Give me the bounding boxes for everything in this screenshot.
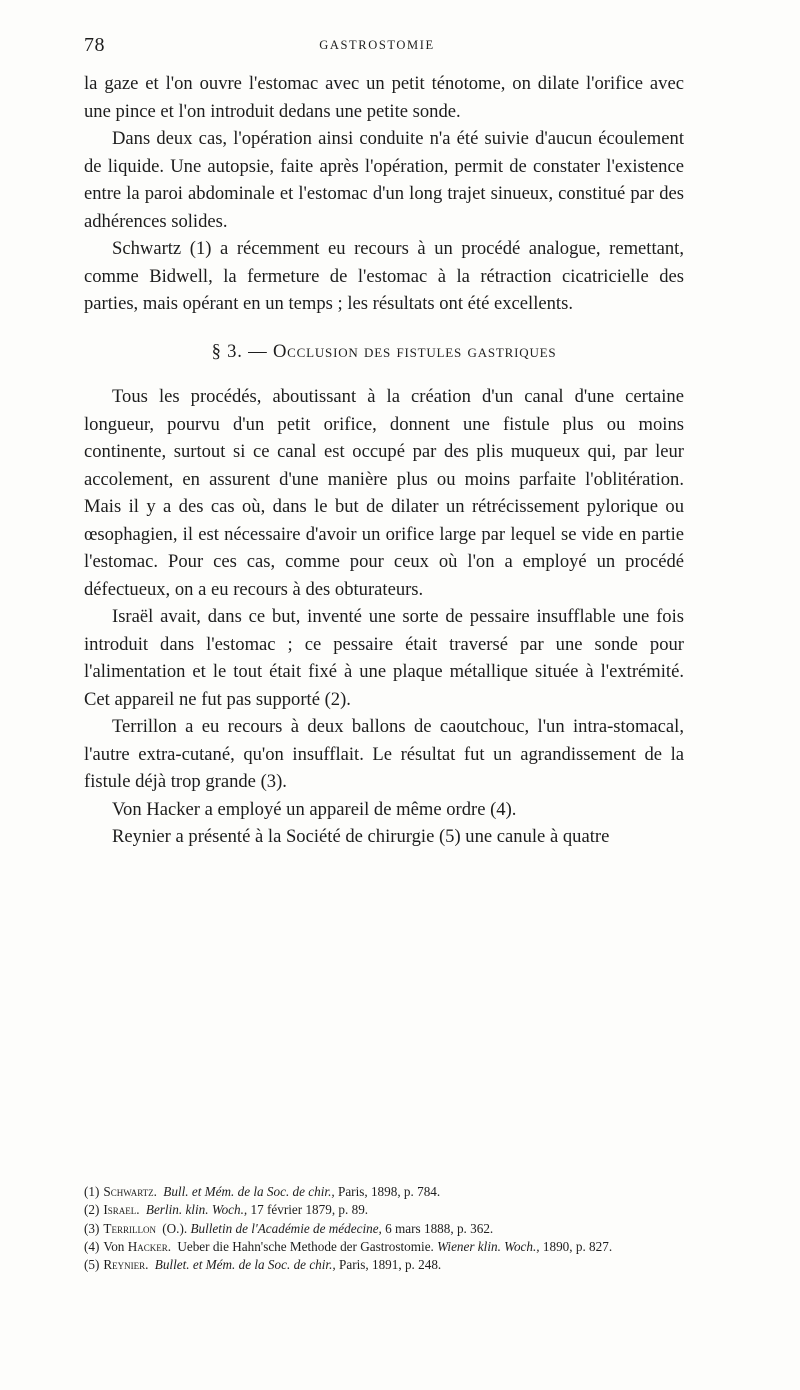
footnote-detail: 17 février 1879, p. 89. xyxy=(250,1202,369,1218)
footnote-plain: (O.). xyxy=(162,1220,188,1236)
section-title: Occlusion des fistules gastriques xyxy=(272,340,557,362)
running-title: GASTROSTOMIE xyxy=(319,38,435,52)
footnote-detail: Paris, 1898, p. 784. xyxy=(337,1184,441,1199)
footnote-plain: Ueber die Hahn'sche Methode der Gastrostomie. xyxy=(177,1238,434,1254)
footnote-number: (4) xyxy=(84,1238,100,1254)
footnote xyxy=(84,1220,684,1238)
footnote-author: Schwartz. xyxy=(103,1184,157,1199)
footnote-reference: Berlin. klin. Woch., xyxy=(145,1202,248,1218)
footnote-reference: Bullet. et Mém. de la Soc. de chir., xyxy=(154,1257,336,1273)
section-number: § 3. — xyxy=(211,340,268,362)
footnotes xyxy=(84,1183,684,1274)
paragraph: Terrillon a eu recours à deux ballons de caoutchouc, l'un intra-stomacal, l'autre extra-cutané, qu'on insufflait. Le résultat fut un agrandissement de la fistule déjà trop grande (3). xyxy=(84,716,684,792)
paragraph: Dans deux cas, l'opération ainsi conduite n'a été suivie d'aucun écoulement de liquide. Une autopsie, faite après l'opération, permit de constater l'existence entre la paroi abdominale et l'estomac d'un long trajet sinueux, constitué par des adhérences solides. xyxy=(84,128,684,232)
footnote-detail: 6 mars 1888, p. 362. xyxy=(385,1220,494,1236)
footnote-number: (2) xyxy=(84,1202,100,1218)
footnote-detail: 1890, p. 827. xyxy=(542,1238,613,1254)
footnote-author: Terrillon xyxy=(103,1220,156,1236)
footnote-number: (1) xyxy=(84,1184,100,1199)
footnote xyxy=(84,1183,684,1201)
footnote-number: (3) xyxy=(84,1220,100,1236)
section-heading xyxy=(84,338,684,366)
running-head xyxy=(84,34,670,56)
paragraph: Israël avait, dans ce but, inventé une sorte de pessaire insufflable une fois introduit dans l'estomac ; ce pessaire était traversé par une sonde pour l'alimentation et le tout était fixé à une plaque métallique située à l'extrémité. Cet appareil ne fut pas supporté (2). xyxy=(84,606,684,710)
footnote xyxy=(84,1256,684,1274)
footnote-reference: Wiener klin. Woch., xyxy=(437,1238,540,1254)
footnote-plain-prefix: Von xyxy=(103,1238,125,1254)
paragraph: Schwartz (1) a récemment eu recours à un procédé analogue, remettant, comme Bidwell, la fermeture de l'estomac à la rétraction cicatricielle des parties, mais opérant en un temps ; les résultats ont été excellents. xyxy=(84,238,684,314)
footnote-reference: Bull. et Mém. de la Soc. de chir., xyxy=(163,1184,335,1199)
footnote xyxy=(84,1238,684,1256)
footnote xyxy=(84,1201,684,1219)
body-text xyxy=(84,70,684,851)
paragraph: Reynier a présenté à la Société de chirurgie (5) une canule à quatre xyxy=(112,826,610,847)
footnote-author: Israel. xyxy=(103,1202,140,1218)
footnote-detail: Paris, 1891, p. 248. xyxy=(339,1257,442,1273)
paragraph: Von Hacker a employé un appareil de même ordre (4). xyxy=(112,798,517,820)
footnote-author: Hacker. xyxy=(127,1238,172,1254)
page-number: 78 xyxy=(84,34,105,56)
footnote-author: Reynier. xyxy=(103,1257,149,1273)
paragraph: la gaze et l'on ouvre l'estomac avec un petit ténotome, on dilate l'orifice avec une pince et l'on introduit dedans une petite sonde. xyxy=(84,73,684,122)
footnote-reference: Bulletin de l'Académie de médecine, xyxy=(190,1220,382,1236)
paragraph: Tous les procédés, aboutissant à la création d'un canal d'une certaine longueur, pourvu d'un petit orifice, donnent une fistule plus ou moins continente, surtout si ce canal est occupé par des plis muqueux qui, par leur accolement, en assurent d'une manière plus ou moins parfaite l'oblitération. Mais il y a des cas où, dans le but de dilater un rétrécissement pylorique ou œsophagien, il est nécessaire d'avoir un orifice large par lequel se vide en partie l'estomac. Pour ces cas, comme pour ceux où l'on a employé un procédé défectueux, on a eu recours à des obturateurs. xyxy=(84,386,684,600)
footnote-number: (5) xyxy=(84,1257,100,1273)
